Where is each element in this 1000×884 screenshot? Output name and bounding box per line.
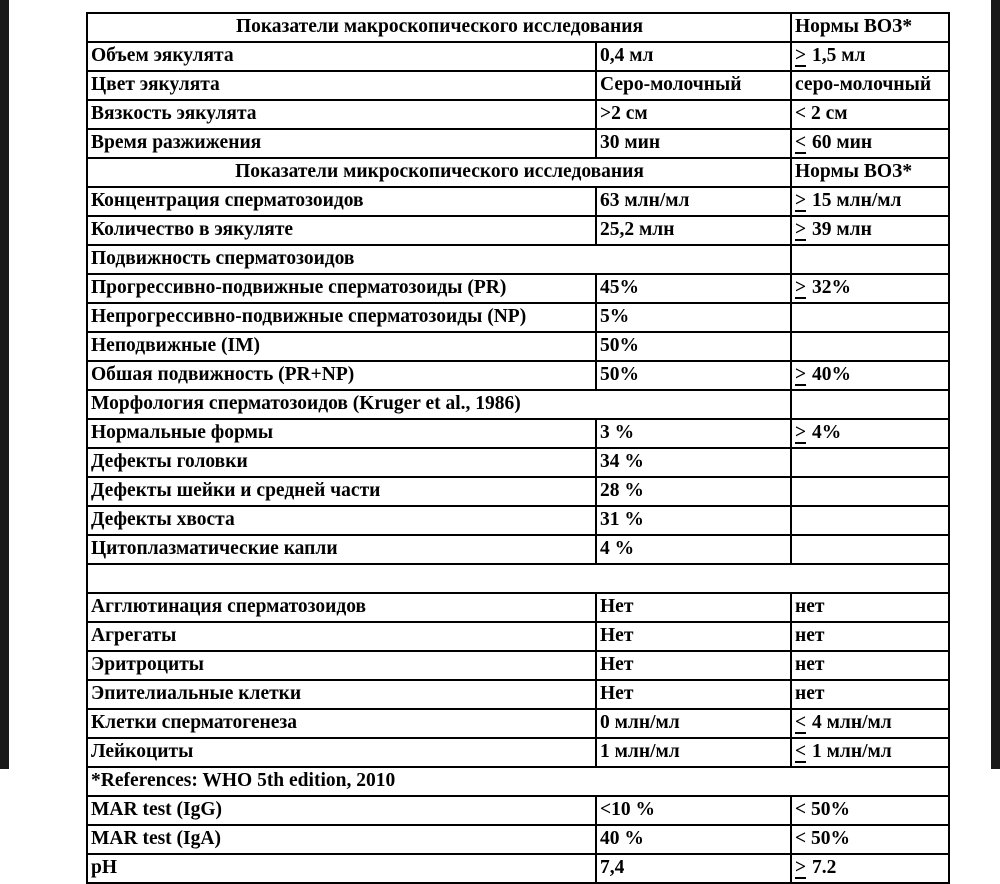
row-value-erythrocytes: Нет bbox=[596, 651, 791, 680]
table-row bbox=[87, 71, 949, 100]
table-row bbox=[87, 477, 949, 506]
table-row bbox=[87, 825, 949, 854]
table-row bbox=[87, 709, 949, 738]
row-label-spermatogenesis: Клетки сперматогенеза bbox=[87, 709, 596, 738]
row-value-mar-igg: <10 % bbox=[596, 796, 791, 825]
row-norm-liquefaction bbox=[791, 129, 949, 158]
row-norm-normal-forms bbox=[791, 419, 949, 448]
table-row bbox=[87, 622, 949, 651]
greater-equal-icon: > bbox=[795, 219, 807, 240]
row-norm-head-defects bbox=[791, 448, 949, 477]
row-norm-mar-iga-text: 50% bbox=[811, 828, 851, 849]
row-norm-progressive-text: 32% bbox=[812, 277, 852, 298]
row-label-mar-igg: MAR test (IgG) bbox=[87, 796, 596, 825]
section-header-motility: Подвижность сперматозоидов bbox=[87, 245, 791, 274]
row-label-progressive: Прогрессивно-подвижные сперматозоиды (PR) bbox=[87, 274, 596, 303]
table-row bbox=[87, 361, 949, 390]
table-row bbox=[87, 100, 949, 129]
row-label-epithelial-cells: Эпителиальные клетки bbox=[87, 680, 596, 709]
table-row bbox=[87, 303, 949, 332]
spacer-row-cell bbox=[87, 564, 949, 593]
row-norm-concentration-text: 15 млн/мл bbox=[812, 190, 902, 211]
table-row bbox=[87, 216, 949, 245]
row-value-total-count: 25,2 млн bbox=[596, 216, 791, 245]
row-norm-total-motility bbox=[791, 361, 949, 390]
row-label-viscosity: Вязкость эякулята bbox=[87, 100, 596, 129]
row-label-volume: Объем эякулята bbox=[87, 42, 596, 71]
row-label-head-defects: Дефекты головки bbox=[87, 448, 596, 477]
greater-equal-icon: > bbox=[795, 857, 807, 878]
row-norm-spermatogenesis bbox=[791, 709, 949, 738]
row-value-viscosity: >2 см bbox=[596, 100, 791, 129]
row-label-liquefaction: Время разжижения bbox=[87, 129, 596, 158]
row-label-neck-defects: Дефекты шейки и средней части bbox=[87, 477, 596, 506]
row-norm-spermatogenesis-text: 4 млн/мл bbox=[812, 712, 892, 733]
table-row bbox=[87, 593, 949, 622]
row-label-agglutination: Агглютинация сперматозоидов bbox=[87, 593, 596, 622]
greater-equal-icon: > bbox=[795, 190, 807, 211]
greater-equal-icon: > bbox=[795, 422, 807, 443]
greater-equal-icon: > bbox=[795, 45, 807, 66]
column-header-norm-microscopic: Нормы ВОЗ* bbox=[791, 158, 949, 187]
row-label-cytoplasmic-drops: Цитоплазматические капли bbox=[87, 535, 596, 564]
table-row bbox=[87, 680, 949, 709]
row-value-epithelial-cells: Нет bbox=[596, 680, 791, 709]
row-norm-erythrocytes: нет bbox=[791, 651, 949, 680]
less-than-icon: < bbox=[795, 103, 807, 124]
row-value-immotile: 50% bbox=[596, 332, 791, 361]
row-norm-mar-igg bbox=[791, 796, 949, 825]
less-equal-icon: < bbox=[795, 741, 807, 762]
row-norm-aggregates: нет bbox=[791, 622, 949, 651]
greater-equal-icon: > bbox=[795, 364, 807, 385]
row-value-cytoplasmic-drops: 4 % bbox=[596, 535, 791, 564]
right-edge-band bbox=[991, 0, 1000, 769]
row-norm-progressive bbox=[791, 274, 949, 303]
column-header-norm-macroscopic: Нормы ВОЗ* bbox=[791, 13, 949, 42]
table-row-references bbox=[87, 767, 949, 796]
row-value-tail-defects: 31 % bbox=[596, 506, 791, 535]
references-note: *References: WHO 5th edition, 2010 bbox=[87, 767, 949, 796]
section-header-macroscopic: Показатели макроскопического исследования bbox=[87, 13, 791, 42]
table-row bbox=[87, 274, 949, 303]
row-norm-viscosity-text: 2 см bbox=[811, 103, 848, 124]
row-value-color: Серо-молочный bbox=[596, 71, 791, 100]
row-norm-liquefaction-text: 60 мин bbox=[812, 132, 873, 153]
less-than-icon: < bbox=[795, 828, 807, 849]
row-norm-mar-iga bbox=[791, 825, 949, 854]
row-value-concentration: 63 млн/мл bbox=[596, 187, 791, 216]
row-value-ph: 7,4 bbox=[596, 854, 791, 883]
row-value-neck-defects: 28 % bbox=[596, 477, 791, 506]
table-row bbox=[87, 651, 949, 680]
row-label-nonprogressive: Непрогрессивно-подвижные сперматозоиды (NP) bbox=[87, 303, 596, 332]
row-value-mar-iga: 40 % bbox=[596, 825, 791, 854]
greater-equal-icon: > bbox=[795, 277, 807, 298]
section-header-microscopic: Показатели микроскопического исследования bbox=[87, 158, 791, 187]
row-value-progressive: 45% bbox=[596, 274, 791, 303]
row-label-ph: pH bbox=[87, 854, 596, 883]
row-norm-cytoplasmic-drops bbox=[791, 535, 949, 564]
row-norm-neck-defects bbox=[791, 477, 949, 506]
table-row-macroscopic-header bbox=[87, 13, 949, 42]
table-row bbox=[87, 738, 949, 767]
row-norm-epithelial-cells: нет bbox=[791, 680, 949, 709]
spermogram-table bbox=[86, 12, 950, 884]
row-label-color: Цвет эякулята bbox=[87, 71, 596, 100]
row-label-aggregates: Агрегаты bbox=[87, 622, 596, 651]
row-label-erythrocytes: Эритроциты bbox=[87, 651, 596, 680]
table-row bbox=[87, 448, 949, 477]
row-norm-ph-text: 7.2 bbox=[812, 857, 837, 878]
row-value-total-motility: 50% bbox=[596, 361, 791, 390]
row-value-spermatogenesis: 0 млн/мл bbox=[596, 709, 791, 738]
row-value-volume: 0,4 мл bbox=[596, 42, 791, 71]
row-norm-leukocytes-text: 1 млн/мл bbox=[812, 741, 892, 762]
row-value-normal-forms: 3 % bbox=[596, 419, 791, 448]
table-row bbox=[87, 332, 949, 361]
row-norm-tail-defects bbox=[791, 506, 949, 535]
less-than-icon: < bbox=[795, 799, 807, 820]
row-label-normal-forms: Нормальные формы bbox=[87, 419, 596, 448]
table-row bbox=[87, 506, 949, 535]
row-norm-color: серо-молочный bbox=[791, 71, 949, 100]
row-norm-immotile bbox=[791, 332, 949, 361]
row-norm-nonprogressive bbox=[791, 303, 949, 332]
row-norm-ph bbox=[791, 854, 949, 883]
row-value-aggregates: Нет bbox=[596, 622, 791, 651]
row-value-agglutination: Нет bbox=[596, 593, 791, 622]
row-value-leukocytes: 1 млн/мл bbox=[596, 738, 791, 767]
spermogram-table-sheet bbox=[86, 12, 948, 884]
table-row-spacer bbox=[87, 564, 949, 593]
left-edge-band bbox=[0, 0, 9, 769]
row-norm-total-motility-text: 40% bbox=[812, 364, 852, 385]
section-header-morphology: Морфология сперматозоидов (Kruger et al., 1986) bbox=[87, 390, 791, 419]
table-row bbox=[87, 796, 949, 825]
table-row bbox=[87, 419, 949, 448]
row-label-mar-iga: MAR test (IgA) bbox=[87, 825, 596, 854]
table-row bbox=[87, 535, 949, 564]
row-label-leukocytes: Лейкоциты bbox=[87, 738, 596, 767]
row-norm-total-count-text: 39 млн bbox=[812, 219, 872, 240]
table-row-morphology-header bbox=[87, 390, 949, 419]
row-norm-agglutination: нет bbox=[791, 593, 949, 622]
row-value-nonprogressive: 5% bbox=[596, 303, 791, 332]
row-norm-volume bbox=[791, 42, 949, 71]
table-row bbox=[87, 187, 949, 216]
row-label-tail-defects: Дефекты хвоста bbox=[87, 506, 596, 535]
row-value-liquefaction: 30 мин bbox=[596, 129, 791, 158]
row-norm-volume-text: 1,5 мл bbox=[812, 45, 866, 66]
section-header-morphology-norm-cell bbox=[791, 390, 949, 419]
section-header-motility-norm-cell bbox=[791, 245, 949, 274]
row-norm-normal-forms-text: 4% bbox=[812, 422, 842, 443]
table-row bbox=[87, 129, 949, 158]
less-equal-icon: < bbox=[795, 712, 807, 733]
row-norm-viscosity bbox=[791, 100, 949, 129]
row-label-immotile: Неподвижные (IM) bbox=[87, 332, 596, 361]
row-label-total-count: Количество в эякуляте bbox=[87, 216, 596, 245]
table-row bbox=[87, 42, 949, 71]
row-norm-leukocytes bbox=[791, 738, 949, 767]
row-norm-concentration bbox=[791, 187, 949, 216]
row-label-concentration: Концентрация сперматозоидов bbox=[87, 187, 596, 216]
row-norm-mar-igg-text: 50% bbox=[811, 799, 851, 820]
less-equal-icon: < bbox=[795, 132, 807, 153]
table-row bbox=[87, 854, 949, 883]
table-row-motility-header bbox=[87, 245, 949, 274]
row-value-head-defects: 34 % bbox=[596, 448, 791, 477]
row-norm-total-count bbox=[791, 216, 949, 245]
table-row-microscopic-header bbox=[87, 158, 949, 187]
row-label-total-motility: Обшая подвижность (PR+NP) bbox=[87, 361, 596, 390]
